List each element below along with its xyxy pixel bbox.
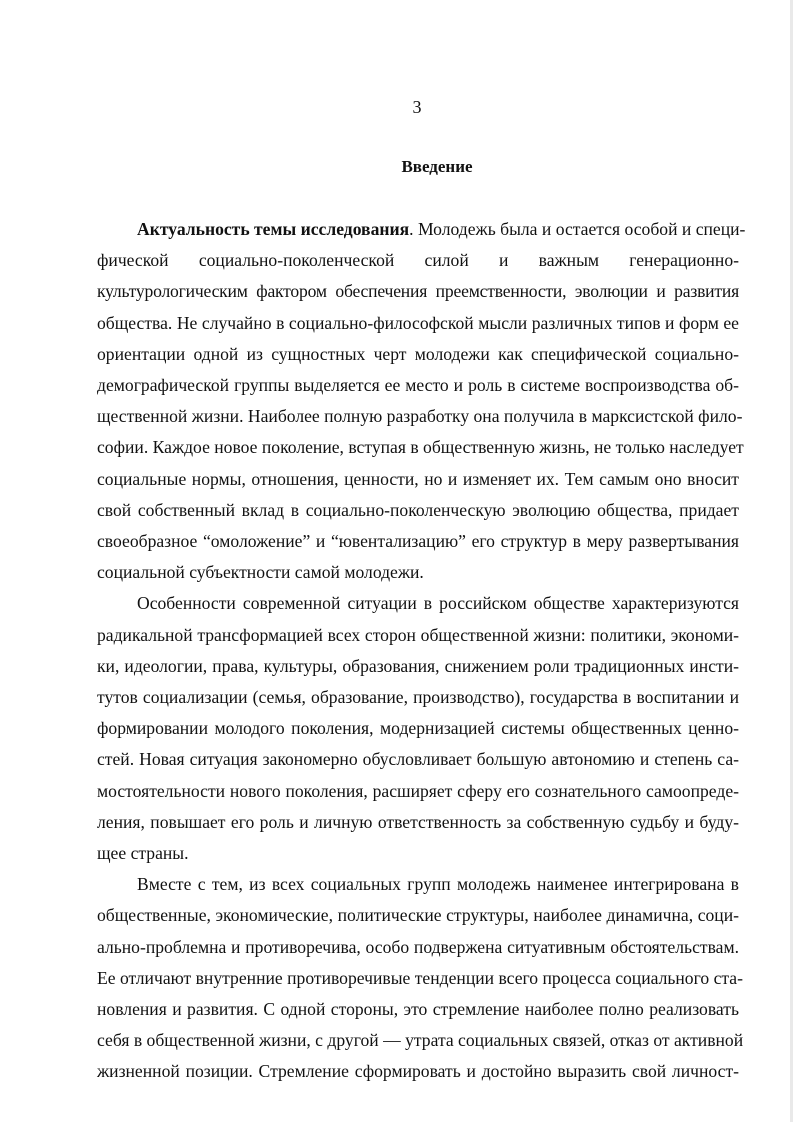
paragraph-line: стей. Новая ситуация закономерно обусловливает большую автономию и степень са- xyxy=(97,749,739,770)
page-number: 3 xyxy=(412,97,422,117)
paragraph-line: ориентации одной из сущностных черт молодежи как специфической социально- xyxy=(97,343,739,364)
paragraph-line: демографической группы выделяется ее место и роль в системе воспроизводства об- xyxy=(97,375,739,396)
paragraph-line: щественной жизни. Наиболее полную разработку она получила в марксистской фило- xyxy=(97,406,743,427)
paragraph-line: формировании молодого поколения, модернизацией системы общественных ценно- xyxy=(97,718,739,739)
paragraph-line: софии. Каждое новое поколение, вступая в общественную жизнь, не только наследует xyxy=(97,437,744,458)
body-text xyxy=(97,214,746,1088)
paragraph-line: себя в общественной жизни, с другой — утрата социальных связей, отказ от активной xyxy=(97,1030,744,1051)
paragraph-line: свой собственный вклад в социально-поколенческую эволюцию общества, придает xyxy=(97,499,739,520)
paragraph-line: мостоятельности нового поколения, расширяет сферу его сознательного самоопреде- xyxy=(97,780,739,801)
paragraph-line: Особенности современной ситуации в российском обществе характеризуются xyxy=(137,593,739,614)
paragraph-line: щее страны. xyxy=(97,843,189,864)
paragraph-line: Вместе с тем, из всех социальных групп молодежь наименее интегрирована в xyxy=(137,874,739,895)
paragraph-line: социальные нормы, отношения, ценности, но и изменяет их. Тем самым оно вносит xyxy=(97,468,739,489)
paragraph-line: своеобразное “омоложение” и “ювентализацию” его структур в меру развертывания xyxy=(97,531,739,552)
paragraph-line: ки, идеологии, права, культуры, образования, снижением роли традиционных инсти- xyxy=(97,655,739,676)
paragraph-line: ально-проблемна и противоречива, особо подвержена ситуативным обстоятельствам. xyxy=(97,936,739,957)
paragraph-line: жизненной позиции. Стремление сформировать и достойно выразить свой личност- xyxy=(97,1061,739,1082)
paragraph-line: социальной субъектности самой молодежи. xyxy=(97,562,424,583)
section-heading: Введение xyxy=(401,157,473,176)
lead-bold-phrase: Актуальность темы исследования xyxy=(137,219,410,239)
paragraph-line: новления и развития. С одной стороны, это стремление наиболее полно реализовать xyxy=(97,999,739,1020)
paragraph-line: фической социально-поколенческой силой и важным генерационно- xyxy=(97,250,739,271)
paragraph-line: радикальной трансформацией всех сторон общественной жизни: политики, экономи- xyxy=(97,624,739,645)
paragraph-line xyxy=(97,214,746,245)
paragraph-line: тутов социализации (семья, образование, производство), государства в воспитании и xyxy=(97,687,739,708)
paragraph-line: общества. Не случайно в социально-философской мысли различных типов и форм ее xyxy=(97,312,739,333)
line-text: . Молодежь была и остается особой и специ- xyxy=(409,219,746,239)
paragraph-line: общественные, экономические, политические структуры, наиболее динамична, соци- xyxy=(97,905,739,926)
paragraph-line: ления, повышает его роль и личную ответственность за собственную судьбу и буду- xyxy=(97,811,739,832)
paragraph-line: культурологическим фактором обеспечения преемственности, эволюции и развития xyxy=(97,281,739,302)
paragraph-line: Ее отличают внутренние противоречивые тенденции всего процесса социального ста- xyxy=(97,967,743,988)
